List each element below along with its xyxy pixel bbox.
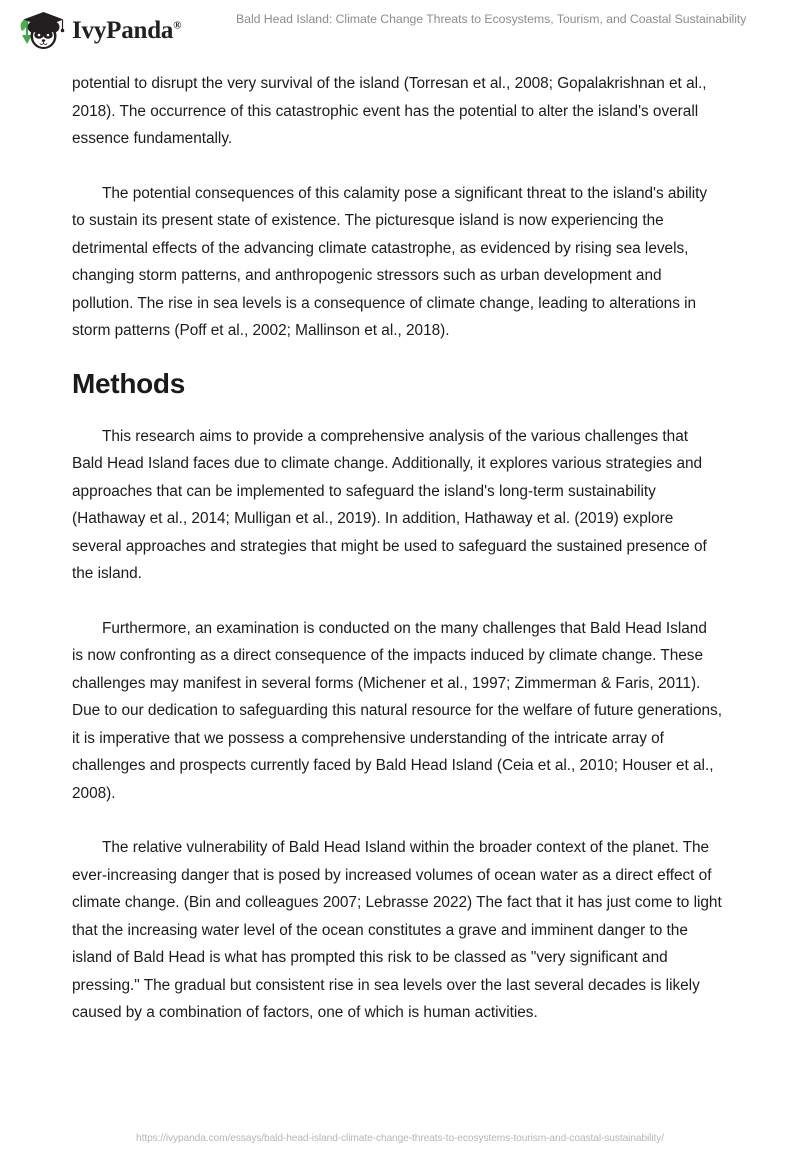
heading-spacer-bottom [72,401,722,423]
brand-name-text: IvyPanda [72,16,174,44]
document-body [72,70,722,1027]
paragraph: This research aims to provide a comprehensive analysis of the various challenges that Bald Head Island faces due to climate change. Additionally, it explores various strategies and approaches that can be implemented to safeguard the island's long-term sustainability (Hathaway et al., 2014; Mulligan et al., 2019). In addition, Hathaway et al. (2019) explore several approaches and strategies that might be used to safeguard the sustained presence of the island. [72,427,707,582]
panda-graduate-logo-icon [14,7,66,53]
page-footer [0,1128,800,1146]
document-title: Bald Head Island: Climate Change Threats to Ecosystems, Tourism, and Coastal Sustainability [236,12,747,26]
paragraph-spacer [72,588,722,615]
registered-trademark-symbol: ® [173,19,182,32]
source-url-link[interactable]: https://ivypanda.com/essays/bald-head-island-climate-change-threats-to-ecosystems-tourism-and-coastal-sustainability/ [136,1133,664,1144]
page-header [0,0,800,58]
paragraph-spacer [72,153,722,180]
paragraph-continued: potential to disrupt the very survival of the island (Torresan et al., 2008; Gopalakrishnan et al., 2018). The occurrence of this catastrophic event has the potential to alter the island's overall essence fundamentally. [72,75,707,147]
brand-logo-lockup[interactable] [14,7,181,53]
section-heading-methods: Methods [72,367,186,399]
paragraph: The potential consequences of this calamity pose a significant threat to the island's ability to sustain its present state of existence. The picturesque island is now experiencing the detrimental effects of the advancing climate catastrophe, as evidenced by rising sea levels, changing storm patterns, and anthropogenic stressors such as urban development and pollution. The rise in sea levels is a consequence of climate change, leading to alterations in storm patterns (Poff et al., 2002; Mallinson et al., 2018). [72,184,708,339]
paragraph-spacer [72,807,722,834]
brand-wordmark [72,18,181,43]
paragraph: The relative vulnerability of Bald Head Island within the broader context of the planet. The ever-increasing danger that is posed by increased volumes of ocean water as a direct effect of climate change. (Bin and colleagues 2007; Lebrasse 2022) The fact that it has just come to light that the increasing water level of the ocean constitutes a grave and imminent danger to the island of Bald Head is what has prompted this risk to be classed as "very significant and pressing." The gradual but consistent rise in sea levels over the last several decades is likely caused by a combination of factors, one of which is human activities. [72,839,722,1021]
heading-spacer-top [72,345,722,367]
paragraph: Furthermore, an examination is conducted on the many challenges that Bald Head Island is now confronting as a direct consequence of the impacts induced by climate change. These challenges may manifest in several forms (Michener et al., 1997; Zimmerman & Faris, 2011). Due to our dedication to safeguarding this natural resource for the welfare of future generations, it is imperative that we possess a comprehensive understanding of the intricate array of challenges and prospects currently faced by Bald Head Island (Ceia et al., 2010; Houser et al., 2008). [72,619,722,802]
